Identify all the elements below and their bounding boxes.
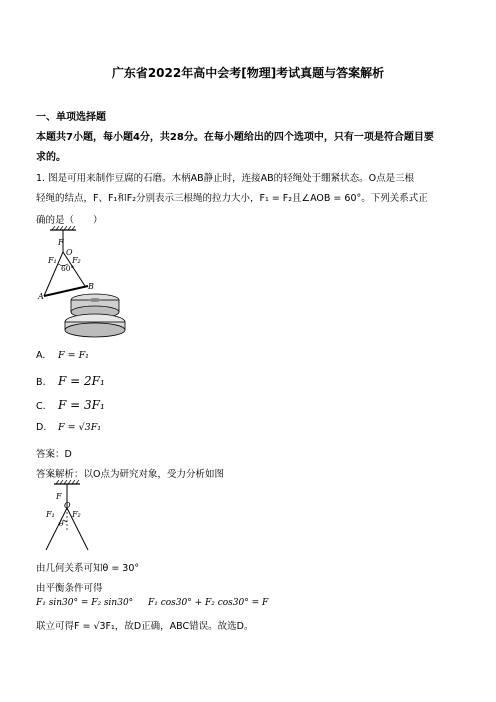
option-c-expr: F = 3F₁ <box>58 398 105 412</box>
option-a <box>36 350 89 361</box>
option-c <box>36 398 105 412</box>
option-d-expr: F = √3F₁ <box>58 422 102 433</box>
question-line1: 1. 图是可用来制作豆腐的石磨。木柄AB静止时，连接AB的轻绳处于绷紧状态。O点是三根 <box>36 173 415 184</box>
section-instructions-line2: 求的。 <box>36 152 66 163</box>
option-a-label: A. <box>36 350 46 361</box>
fig2-label-theta: θ <box>59 519 64 528</box>
option-b-label: B. <box>36 377 46 388</box>
fig1-label-F1: F₁ <box>48 256 57 265</box>
solution-line3: 联立可得F = √3F₁，故D正确，ABC错误。故选D。 <box>36 621 254 632</box>
option-b <box>36 374 105 388</box>
solution-line2: 由平衡条件可得 <box>36 583 103 594</box>
analysis-line: 答案解析：以O点为研究对象，受力分析如图 <box>36 469 224 480</box>
fig1-label-F: F <box>58 238 64 247</box>
fig2-label-F2: F₂ <box>72 510 81 519</box>
page-title: 广东省2022年高中会考[物理]考试真题与答案解析 <box>111 66 385 80</box>
fig1-label-F2: F₂ <box>72 256 81 265</box>
option-d <box>36 422 101 433</box>
answer-line: 答案：D <box>36 449 72 460</box>
question-line2: 轻绳的结点，F、F₁和F₂分别表示三根绳的拉力大小，F₁ = F₂且∠AOB = 60°。下列关系式正 <box>36 193 428 204</box>
fig1-label-B: B <box>88 282 94 291</box>
option-a-expr: F = F₁ <box>58 350 89 361</box>
fig1-label-A: A <box>38 292 44 301</box>
section-heading: 一、单项选择题 <box>36 112 106 123</box>
fig2-label-F1: F₁ <box>46 510 55 519</box>
option-b-expr: F = 2F₁ <box>58 374 105 388</box>
option-c-label: C. <box>36 401 46 412</box>
solution-eq1: F₁ sin30° = F₂ sin30° <box>36 598 134 608</box>
section-instructions-line1: 本题共7小题，每小题4分，共28分。在每小题给出的四个选项中，只有一项是符合题目要 <box>36 132 434 143</box>
fig2-label-O: O <box>64 501 71 510</box>
fig1-label-O: O <box>66 248 73 257</box>
fig1-label-angle: 60° <box>61 264 75 273</box>
solution-line1: 由几何关系可知θ = 30° <box>36 563 140 574</box>
option-d-label: D. <box>36 422 47 433</box>
solution-eq2: F₁ cos30° + F₂ cos30° = F <box>148 598 269 608</box>
question-line3: 确的是（ ） <box>36 215 103 226</box>
figure-stone-mill <box>40 226 130 344</box>
fig2-label-F: F <box>56 492 62 501</box>
